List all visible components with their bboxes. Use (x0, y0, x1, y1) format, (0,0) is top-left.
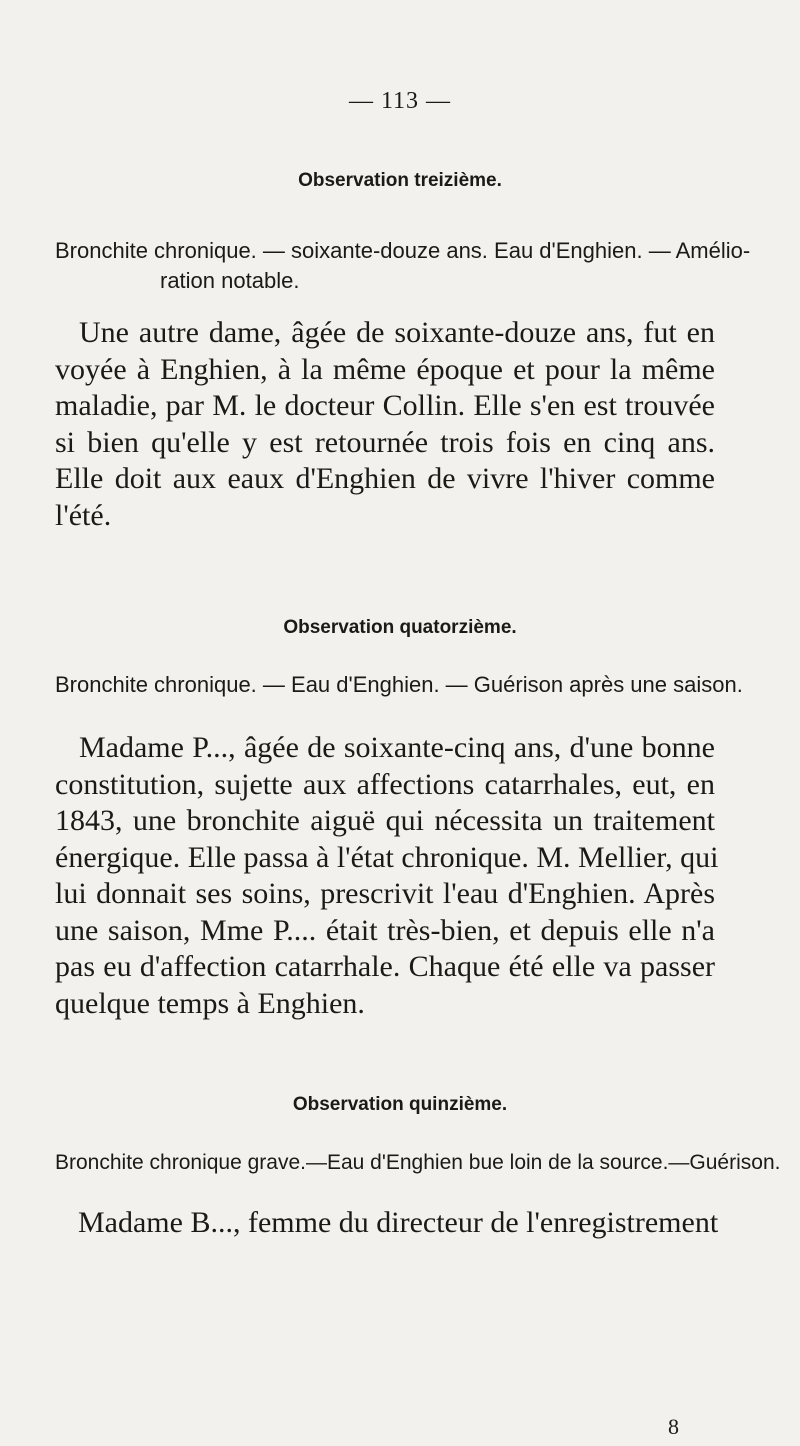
body-line: constitution, sujette aux affections catarrhales, eut, en (55, 767, 715, 801)
body-line: Elle doit aux eaux d'Enghien de vivre l'hiver comme (55, 462, 715, 495)
body-line: l'été. (55, 498, 112, 532)
section-heading: Observation quinzième. (292, 1094, 508, 1115)
section-body (60, 1205, 720, 1242)
body-line: Madame P..., âgée de soixante-cinq ans, d'une bonne (79, 731, 715, 764)
section-summary (55, 236, 751, 296)
section-body (55, 730, 719, 1022)
body-line: pas eu d'affection catarrhale. Chaque été elle va passer (55, 950, 715, 983)
section-summary (55, 1148, 781, 1178)
section-summary (55, 670, 745, 700)
body-line: voyée à Enghien, à la même époque et pour la même (55, 352, 715, 386)
body-line: si bien qu'elle y est retournée trois fois en cinq ans. (55, 425, 715, 459)
body-line: lui donnait ses soins, prescrivit l'eau d'Enghien. Après (55, 877, 715, 910)
page-number: — 113 — (348, 88, 452, 114)
summary-line: Bronchite chronique. — Eau d'Enghien. — Guérison après une saison. (55, 672, 743, 697)
body-line: énergique. Elle passa à l'état chronique. M. Mellier, qui (55, 840, 719, 874)
summary-line: Bronchite chronique. — soixante-douze ans. Eau d'Enghien. — Amélio- (55, 238, 751, 263)
signature-mark: 8 (668, 1414, 679, 1439)
body-line: Une autre dame, âgée de soixante-douze ans, fut en (79, 316, 715, 349)
body-line: Madame B..., femme du directeur de l'enregistrement (78, 1206, 719, 1239)
section-body (55, 315, 715, 534)
body-line: quelque temps à Enghien. (55, 986, 365, 1020)
section-heading: Observation treizième. (298, 170, 502, 191)
body-line: 1843, une bronchite aiguë qui nécessita un traitement (55, 804, 715, 837)
body-line: une saison, Mme P.... était très-bien, et depuis elle n'a (55, 913, 715, 947)
summary-line: Bronchite chronique grave.—Eau d'Enghien bue loin de la source.—Guérison. (55, 1151, 781, 1174)
summary-line: ration notable. (160, 268, 300, 293)
section-heading: Observation quatorzième. (283, 617, 517, 638)
body-line: maladie, par M. le docteur Collin. Elle s'en est trouvée (55, 389, 715, 422)
